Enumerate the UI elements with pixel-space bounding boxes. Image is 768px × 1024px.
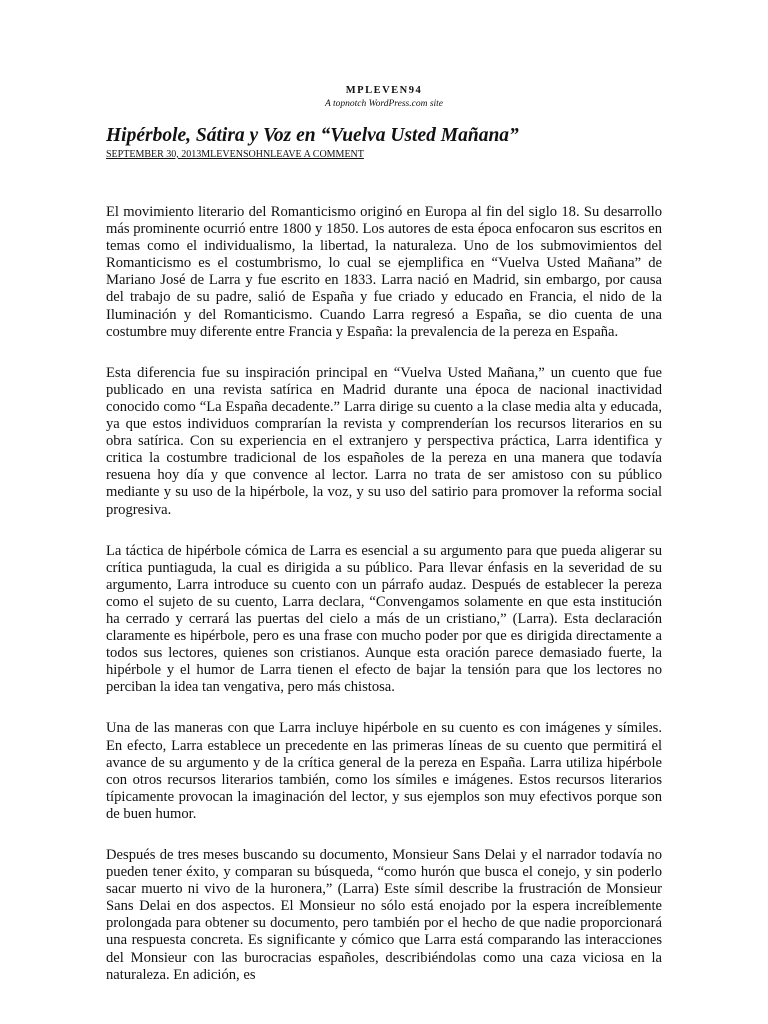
post-body bbox=[106, 204, 662, 1008]
post-paragraph: La táctica de hipérbole cómica de Larra es esencial a su argumento para que pueda aligerar su crítica puntiaguda, la cual es dirigida a su público. Para llevar énfasis en la severidad de su argumento, Larra introduce su cuento con un párrafo audaz. Después de establecer la pereza como el sujeto de su cuento, Larra declara, “Convengamos solamente en que esta institución ha cerrado y cerrará las puertas del cielo a más de un cristiano,” (Larra). Esta declaración claramente es hipérbole, pero es una frase con mucho poder por que es dirigida directamente a todos sus lectores, quienes son cristianos. Aunque esta oración parece demasiado fuerte, la hipérbole y el humor de Larra tienen el efecto de bajar la tensión para que los lectores no perciban la idea tan vengativa, pero más chistosa. bbox=[106, 542, 662, 696]
post-meta-link[interactable]: SEPTEMBER 30, 2013MLEVENSOHNLEAVE A COMMENT bbox=[106, 149, 364, 160]
post-paragraph: Una de las maneras con que Larra incluye hipérbole en su cuento es con imágenes y símiles. En efecto, Larra establece un precedente en las primeras líneas de su cuento que permitirá el avance de su argumento y de la crítica general de la pereza en España. Larra utiliza hipérbole con otros recursos literarios también, como los símiles e imágenes. Estos recursos literarios típicamente provocan la imaginación del lector, y sus ejemplos son muy efectivos porque son de buen humor. bbox=[106, 720, 662, 822]
post-paragraph: El movimiento literario del Romanticismo originó en Europa al fin del siglo 18. Su desarrollo más prominente ocurrió entre 1800 y 1850. Los autores de esta época enfocaron sus escritos en temas como el individualismo, la libertad, la naturaleza. Uno de los submovimientos del Romanticismo es el costumbrismo, lo cual se ejemplifica en “Vuelva Usted Mañana” de Mariano José de Larra y fue escrito en 1833. Larra nació en Madrid, sin embargo, por causa del trabajo de su padre, salió de España y fue criado y educado en Francia, el nido de la Iluminación y del Romanticismo. Cuando Larra regresó a España, se dio cuenta de una costumbre muy diferente entre Francia y España: la prevalencia de la pereza en España. bbox=[106, 204, 662, 340]
site-title-link[interactable]: MPLEVEN94 bbox=[345, 85, 423, 96]
post-title: Hipérbole, Sátira y Voz en “Vuelva Usted Mañana” bbox=[106, 125, 519, 146]
post-paragraph: Después de tres meses buscando su documento, Monsieur Sans Delai y el narrador todavía no pueden tener éxito, y comparan su búsqueda, “como hurón que busca el conejo, y sin poderlo sacar muerto ni vivo de la huronera,” (Larra) Este símil describe la frustración de Monsieur Sans Delai en dos aspectos. El Monsieur no sólo está enojado por la espera increíblemente prolongada para obtener su documento, pero también por el hecho de que nadie proporcionará una respuesta concreta. Es significante y cómico que Larra está comparando las interacciones del Monsieur con las burocracias españoles, describiéndolas como una caza viciosa en la naturaleza. En adición, es bbox=[106, 847, 662, 983]
site-header bbox=[0, 80, 768, 111]
post-paragraph: Esta diferencia fue su inspiración principal en “Vuelva Usted Mañana,” un cuento que fue publicado en una revista satírica en Madrid durante una época de nacional inactividad conocido como “La España decadente.” Larra dirige su cuento a la clase media alta y educada, ya que estos individuos comprarían la revista y comprenderían los recursos literarios en su obra satírica. Con su experiencia en el extranjero y perspectiva práctica, Larra identifica y critica la costumbre tradicional de los españoles de la pereza en una manera que todavía resuena hoy día y que convence al lector. Larra no trata de ser amistoso con su público mediante y su uso de la hipérbole, la voz, y su uso del satirio para promover la reforma social progresiva. bbox=[106, 364, 662, 518]
site-tagline: A topnotch WordPress.com site bbox=[324, 99, 444, 109]
